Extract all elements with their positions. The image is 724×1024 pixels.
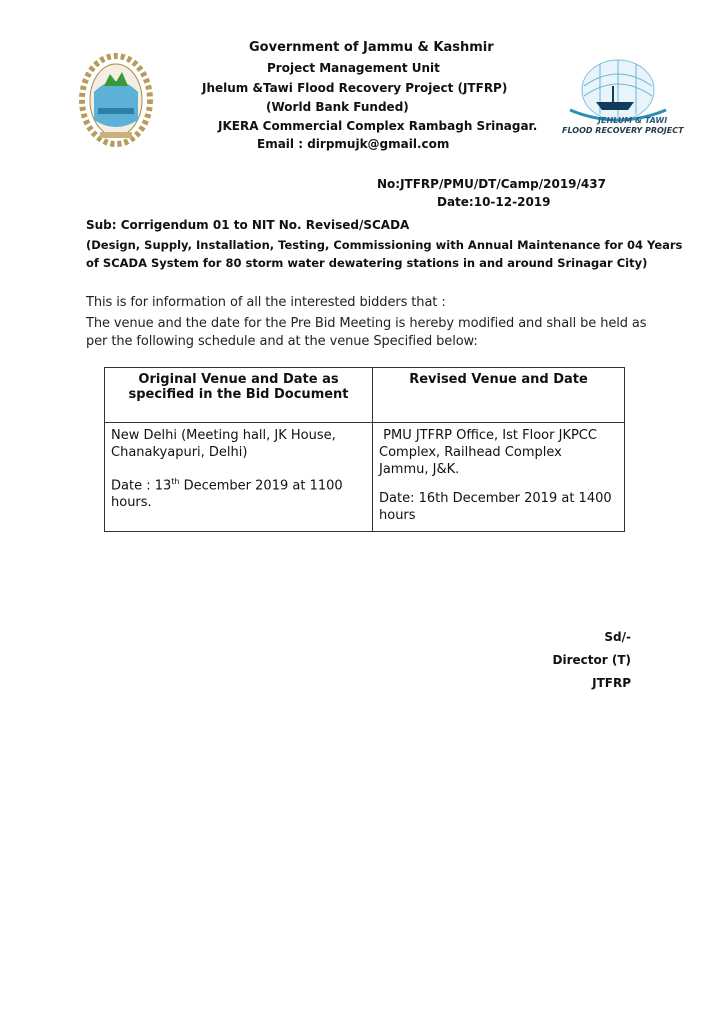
signature-designation: Director (T) [552, 653, 631, 667]
header-funding: (World Bank Funded) [266, 100, 409, 114]
original-date: Date : 13th December 2019 at 1100 [111, 477, 343, 494]
jk-emblem-icon [76, 50, 156, 150]
reference-number: No:JTFRP/PMU/DT/Camp/2019/437 [377, 177, 606, 191]
original-venue-cell: New Delhi (Meeting hall, JK House, Chanakyapuri, Delhi) Date : 13th December 2019 at 1100 hours. [105, 423, 373, 532]
header-email-row [257, 137, 449, 151]
col-original-header: Original Venue and Date as specified in the Bid Document [105, 368, 373, 423]
body-para2-line1: The venue and the date for the Pre Bid Meeting is hereby modified and shall be held as [86, 316, 647, 331]
logo-text-line2: FLOOD RECOVERY PROJECT [562, 126, 684, 135]
subject-detail-line2: of SCADA System for 80 storm water dewatering stations in and around Srinagar City) [86, 256, 648, 270]
header-pmu: Project Management Unit [267, 61, 440, 75]
logo-text-line1: JEHLUM & TAWI [598, 116, 668, 125]
signature-org: JTFRP [592, 676, 631, 690]
revised-date: Date: 16th December 2019 at 1400 [379, 491, 612, 506]
venue-table-header [105, 368, 625, 423]
header-government: Government of Jammu & Kashmir [249, 40, 494, 55]
email-label: Email : [257, 137, 304, 151]
body-para1: This is for information of all the interested bidders that : [86, 295, 446, 310]
reference-date: Date:10-12-2019 [437, 195, 551, 209]
venue-table [104, 367, 625, 532]
col-revised-header: Revised Venue and Date [373, 368, 625, 423]
signature-sd: Sd/- [604, 630, 631, 644]
header-project: Jhelum &Tawi Flood Recovery Project (JTFRP) [202, 81, 508, 95]
venue-table-row [105, 423, 625, 532]
body-para2-line2: per the following schedule and at the venue Specified below: [86, 334, 478, 349]
subject-line: Sub: Corrigendum 01 to NIT No. Revised/SCADA [86, 218, 410, 232]
header-address: JKERA Commercial Complex Rambagh Srinagar. [218, 119, 538, 133]
email-address: dirpmujk@gmail.com [307, 137, 450, 151]
subject-detail-line1: (Design, Supply, Installation, Testing, Commissioning with Annual Maintenance for 04 Years [86, 238, 683, 252]
revised-venue-cell: PMU JTFRP Office, Ist Floor JKPCC Complex, Railhead Complex Jammu, J&K. Date: 16th December 2019 at 1400 hours [373, 423, 625, 532]
